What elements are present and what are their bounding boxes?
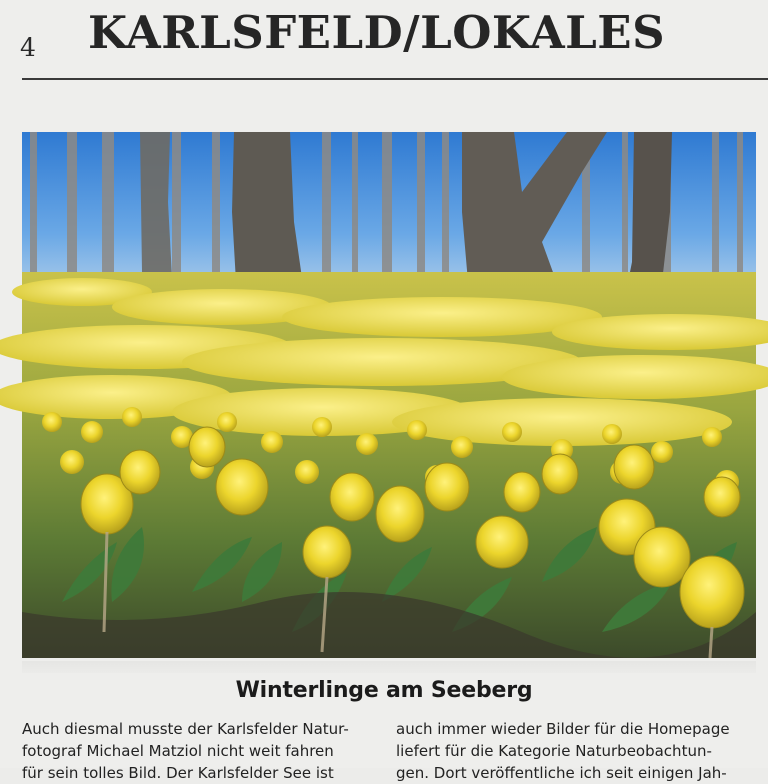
article-headline: Winterlinge am Seeberg	[235, 678, 533, 703]
section-title: KARLSFELD/LOKALES	[88, 6, 666, 59]
article-photo	[22, 132, 756, 658]
header-divider	[22, 78, 768, 80]
column-line: auch immer wieder Bilder für die Homepage	[396, 720, 730, 738]
column-line: Auch diesmal musste der Karlsfelder Natur-	[22, 720, 349, 738]
article-column-right	[396, 718, 768, 782]
column-line: fotograf Michael Matziol nicht weit fahren	[22, 742, 334, 760]
article-column-left	[22, 718, 386, 782]
page-header	[0, 0, 768, 80]
column-line: für sein tolles Bild. Der Karlsfelder See ist	[22, 764, 334, 782]
bleed-through-strip	[22, 661, 756, 673]
column-line: liefert für die Kategorie Naturbeobachtun-	[396, 742, 712, 760]
column-line: gen. Dort veröffentliche ich seit einigen Jah-	[396, 764, 727, 782]
page-number: 4	[20, 33, 36, 62]
